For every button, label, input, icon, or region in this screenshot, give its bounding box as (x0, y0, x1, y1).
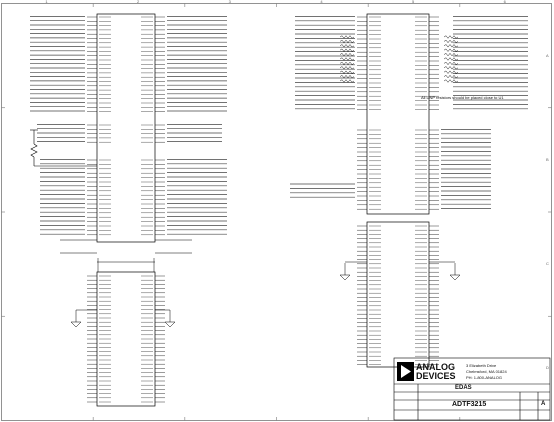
ground-icon (165, 322, 175, 327)
resistor-zigzag (444, 58, 458, 61)
resistor-zigzag (340, 80, 354, 83)
resistor-zigzag (340, 49, 354, 52)
bus-lines (60, 240, 455, 272)
resistor-zigzag (340, 40, 354, 43)
resistor-zigzag (444, 71, 458, 74)
resistor-zigzag (444, 62, 458, 65)
ground-icon (450, 275, 460, 280)
resistor-zigzag (340, 58, 354, 61)
address-line-3: PH: 1-800-ANALOG (466, 375, 503, 380)
column-number: 3 (228, 0, 231, 4)
net-labels (30, 16, 528, 234)
row-letter: A (546, 52, 549, 58)
resistor-zigzag (444, 75, 458, 78)
resistor-zigzag (340, 75, 354, 78)
row-letter: C (546, 261, 549, 267)
revision: A (541, 401, 546, 407)
right-ic-lower-body (367, 222, 429, 367)
pin-names (99, 17, 427, 402)
pullup-resistor (30, 130, 97, 166)
row-letter: D (546, 365, 549, 371)
column-number: 4 (320, 0, 323, 4)
left-ic-upper-body (97, 14, 155, 242)
right-ic-upper-body (367, 14, 429, 214)
resistor-zigzag (444, 80, 458, 83)
column-number: 6 (503, 0, 506, 4)
resistor-zigzag (444, 40, 458, 43)
ground-icon (340, 275, 350, 280)
resistor-zigzag (340, 36, 354, 39)
dnp-resistors (340, 36, 458, 83)
column-number: 1 (45, 0, 48, 4)
column-number: 2 (137, 0, 140, 4)
resistor-zigzag (340, 53, 354, 56)
adi-logo-icon (397, 362, 414, 381)
address-line-2: Chelmsford, MA 01824 (466, 369, 507, 374)
resistor-zigzag (444, 36, 458, 39)
part-number: ADTF3215 (452, 401, 487, 408)
column-number: 5 (412, 0, 415, 4)
ground-icon (71, 322, 81, 327)
resistor-zigzag (444, 53, 458, 56)
resistor-zigzag (340, 62, 354, 65)
resistor-zigzag (444, 45, 458, 48)
address-line-1: 3 Elizabeth Drive (466, 363, 497, 368)
dnp-note: All DNP resistors should be placed close to U1 (421, 95, 504, 100)
company-logo-text: ANALOG DEVICES (416, 362, 456, 381)
resistor-zigzag (340, 45, 354, 48)
resistor-zigzag (340, 67, 354, 70)
pin-stubs (87, 17, 439, 402)
board-name: EDAS (455, 385, 472, 391)
row-letter: B (546, 156, 549, 162)
resistor-zigzag (444, 49, 458, 52)
ground-symbols (71, 263, 460, 327)
resistor-zigzag (340, 71, 354, 74)
resistor-zigzag (444, 67, 458, 70)
